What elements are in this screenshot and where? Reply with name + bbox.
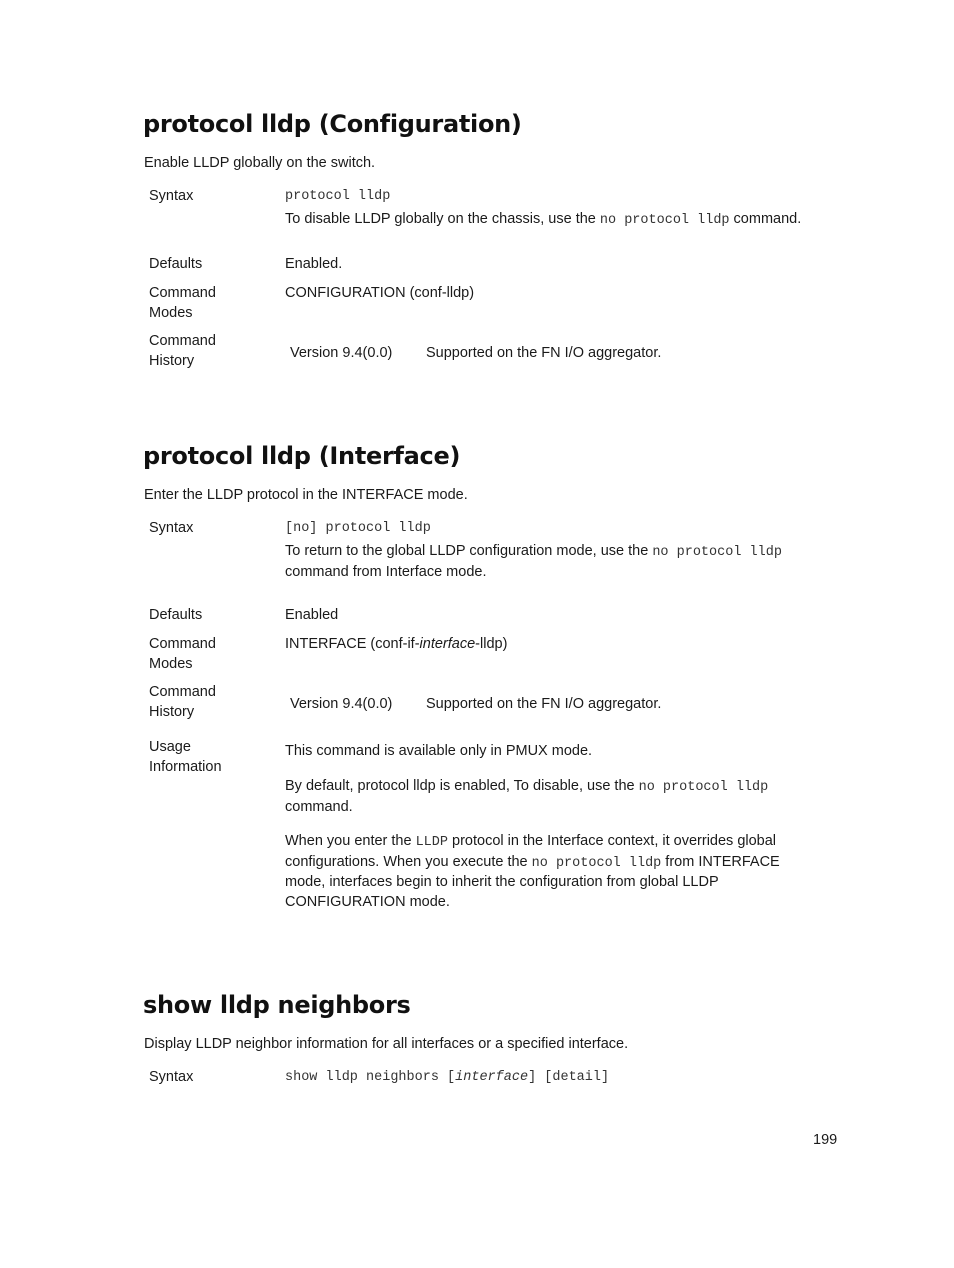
syntax-command	[285, 1068, 825, 1088]
syntax-note	[285, 210, 825, 231]
command-history-label-line2: History	[149, 703, 195, 720]
command-modes-value-text: INTERFACE (conf-if-	[285, 636, 420, 652]
syntax-note-text: To return to the global LLDP configuration mode, use the	[285, 543, 653, 559]
usage-p3-text-b: protocol in the Interface context, it overrides global configurations. When you execute the	[285, 833, 777, 870]
command-modes-label-line2: Modes	[149, 655, 193, 672]
defaults-label: Defaults	[149, 607, 203, 623]
command-history-label	[149, 683, 269, 722]
usage-paragraph-3	[285, 832, 805, 912]
command-modes-value: CONFIGURATION (conf-lldp)	[285, 285, 475, 301]
syntax-command-text-end: ] [detail]	[528, 1070, 610, 1085]
history-description: Supported on the FN I/O aggregator.	[426, 345, 662, 361]
usage-p3-code-1: LLDP	[415, 835, 448, 850]
usage-p3-code-2: no protocol lldp	[531, 855, 662, 871]
command-modes-label	[149, 284, 269, 323]
section-intro: Enable LLDP globally on the switch.	[144, 155, 376, 171]
command-modes-label-line2: Modes	[149, 304, 193, 321]
defaults-value: Enabled	[285, 607, 339, 623]
syntax-note-code: no protocol lldp	[652, 545, 782, 560]
section-intro: Enter the LLDP protocol in the INTERFACE mode.	[144, 487, 468, 503]
usage-p2-code: no protocol lldp	[638, 780, 769, 795]
syntax-note	[285, 542, 825, 582]
syntax-label: Syntax	[149, 1069, 194, 1085]
history-version: Version 9.4(0.0)	[290, 345, 393, 361]
syntax-note-text-end: command from Interface mode.	[285, 563, 487, 580]
history-version: Version 9.4(0.0)	[290, 696, 393, 712]
section-title-protocol-lldp-interface: protocol lldp (Interface)	[143, 442, 461, 470]
syntax-note-text: To disable LLDP globally on the chassis, use the	[285, 211, 600, 227]
command-history-label-line2: History	[149, 352, 195, 369]
page-number: 199	[813, 1132, 838, 1148]
usage-label-line2: Information	[149, 758, 222, 775]
section-title-protocol-lldp-configuration: protocol lldp (Configuration)	[143, 110, 522, 138]
command-modes-label-line1: Command	[149, 636, 216, 652]
history-description: Supported on the FN I/O aggregator.	[426, 696, 662, 712]
command-history-label-line1: Command	[149, 333, 216, 349]
usage-p3-text-a: When you enter the	[285, 833, 416, 849]
command-modes-label-line1: Command	[149, 285, 216, 301]
usage-p2-text-end: command.	[285, 798, 353, 815]
syntax-command-variable: interface	[455, 1070, 529, 1085]
command-history-label-line1: Command	[149, 684, 216, 700]
usage-p3-text-c: from INTERFACE mode, interfaces begin to inherit the configuration from global LLDP CONFIGURATION mode.	[285, 853, 780, 910]
section-title-show-lldp-neighbors: show lldp neighbors	[143, 991, 411, 1019]
syntax-command-text: show lldp neighbors [	[285, 1070, 456, 1085]
command-history-label	[149, 332, 269, 371]
defaults-label: Defaults	[149, 256, 203, 272]
usage-information-label	[149, 738, 269, 777]
syntax-label: Syntax	[149, 520, 194, 536]
section-intro: Display LLDP neighbor information for all interfaces or a specified interface.	[144, 1036, 629, 1052]
usage-paragraph-1: This command is available only in PMUX mode.	[285, 743, 593, 759]
syntax-note-code: no protocol lldp	[599, 213, 730, 228]
command-modes-label	[149, 635, 269, 674]
syntax-note-text-end: command.	[729, 211, 802, 227]
command-modes-value	[285, 635, 825, 655]
command-modes-value-variable: interface	[419, 636, 476, 652]
usage-p2-text: By default, protocol lldp is enabled, To disable, use the	[285, 778, 639, 794]
syntax-label: Syntax	[149, 188, 194, 204]
defaults-value: Enabled.	[285, 256, 343, 272]
syntax-command: protocol lldp	[285, 189, 391, 204]
usage-label-line1: Usage	[149, 739, 191, 755]
command-modes-value-text-end: -lldp)	[475, 636, 508, 652]
usage-paragraph-2	[285, 777, 825, 817]
syntax-command: [no] protocol lldp	[285, 521, 431, 536]
